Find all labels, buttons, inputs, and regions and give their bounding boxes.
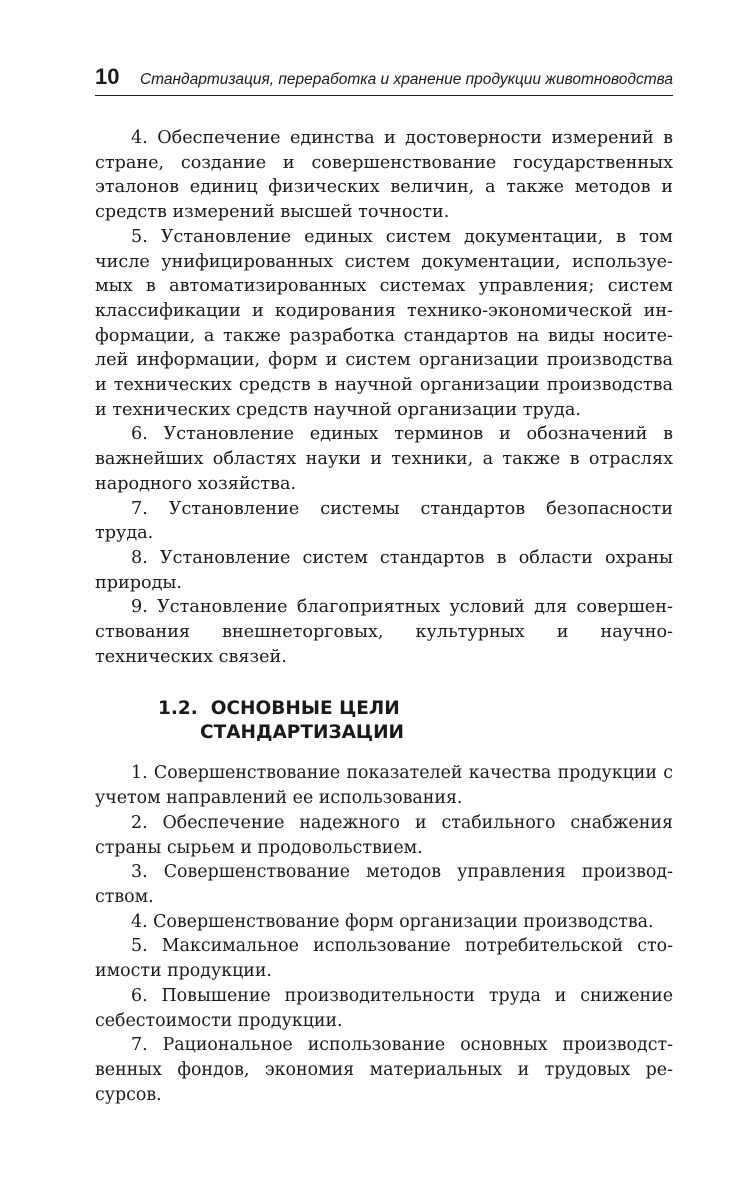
list-continued [95, 126, 673, 669]
section-title-line2: СТАНДАРТИЗАЦИИ [200, 722, 405, 744]
list-item: 4. Обеспечение единства и достоверности измерений в стране, создание и совершенствование государственных эталонов единиц физических величин, а также методов и средств измерений высшей точности. [95, 128, 673, 223]
list-item: 1. Совершенствование показателей качества продукции с учетом направлений ее использования. [95, 763, 673, 809]
list-item: 8. Установление систем стандартов в области охраны природы. [95, 547, 673, 593]
list-item: 9. Установление благоприятных условий для совершенствования внешнеторговых, культурных и научно-технических связей. [95, 597, 673, 667]
section-number: 1.2. [158, 698, 198, 720]
list-item: 3. Совершенствование методов управления производством. [95, 862, 673, 907]
list-item: 7. Установление системы стандартов безопасности труда. [95, 498, 673, 544]
list-item: 6. Установление единых терминов и обозначений в важнейших областях науки и техники, а также в отраслях народного хозяйства. [95, 424, 673, 494]
section-heading [158, 697, 673, 745]
book-page [95, 62, 673, 1107]
goals-list [95, 761, 673, 1107]
list-item: 5. Установление единых систем документации, в том числе унифицированных систем документации, используемых в автоматизированных системах управления; систем классификации и кодирования технико-экономической информации, а также разработка стандартов на виды носителей информации, форм и систем организации производства и технических средств в научной организации производства и технических средств научной организации труда. [95, 226, 673, 420]
page-number: 10 [95, 64, 120, 89]
list-item: 5. Максимальное использование потребительской стоимости продукции. [95, 936, 673, 982]
running-title: Стандартизация, переработка и хранение продукции животноводства [139, 71, 673, 88]
list-item: 4. Совершенствование форм организации производства. [131, 911, 654, 932]
section-title-line1: ОСНОВНЫЕ ЦЕЛИ [210, 698, 400, 720]
list-item: 6. Повышение производительности труда и снижение себестоимости продукции. [95, 985, 673, 1031]
list-item: 7. Рациональное использование основных производственных фондов, экономия материальных и трудовых ресурсов. [95, 1035, 673, 1105]
list-item: 2. Обеспечение надежного и стабильного снабжения страны сырьем и продовольствием. [95, 812, 673, 858]
running-head [95, 62, 673, 96]
